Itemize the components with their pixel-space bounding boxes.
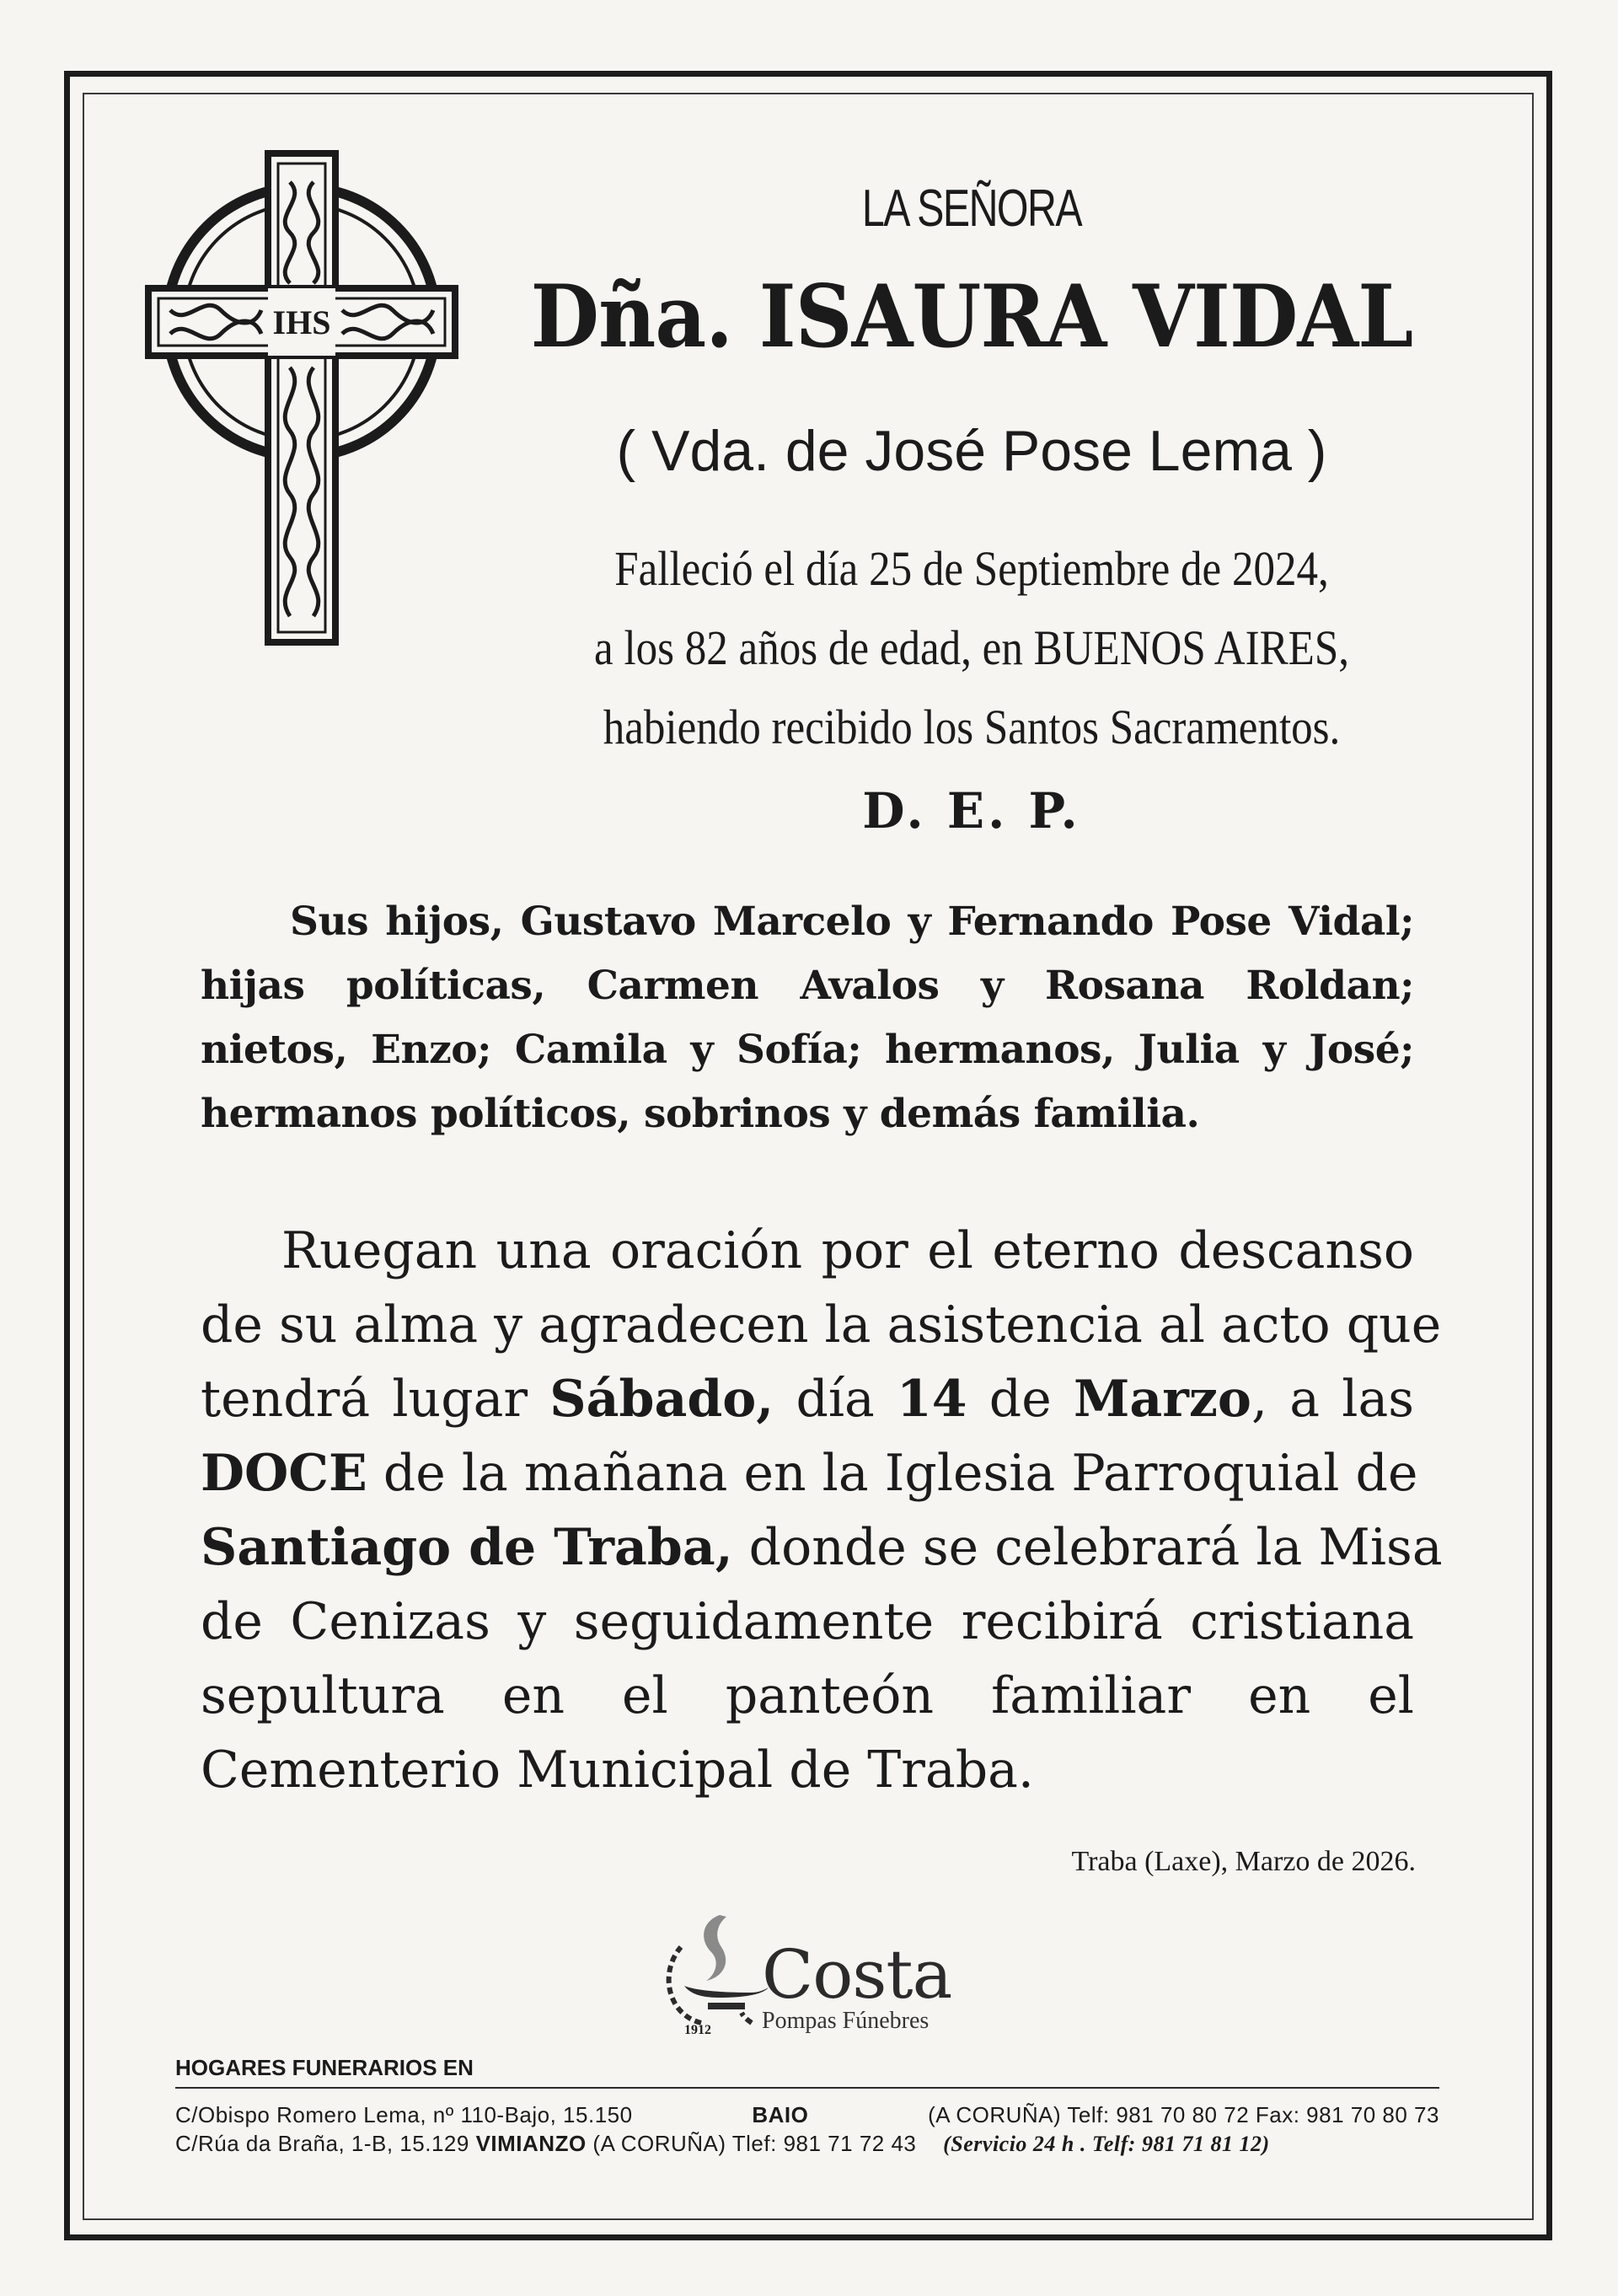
service-24h: (Servicio 24 h . Telf: 981 71 81 12) — [943, 2132, 1270, 2156]
family-line-3: nietos, Enzo; Camila y Sofía; hermanos, Julia y José; — [201, 1027, 1414, 1073]
cross-monogram: IHS — [272, 303, 331, 341]
address-baio — [175, 2102, 1439, 2128]
prayer-line-4 — [201, 1436, 1418, 1510]
address-contact: (A CORUÑA) Tlef: 981 71 72 43 — [592, 2131, 917, 2156]
address-contact: (A CORUÑA) Telf: 981 70 80 72 Fax: 981 70 80 73 — [928, 2102, 1439, 2127]
prayer-line-8: Cementerio Municipal de Traba. — [201, 1741, 1035, 1800]
prayer-text: de la mañana en la Iglesia Parroquial de — [367, 1444, 1418, 1503]
celtic-cross-icon — [145, 148, 458, 647]
family-line-4: hermanos políticos, sobrinos y demás familia. — [201, 1091, 1200, 1137]
prayer-text: , a las — [1251, 1370, 1415, 1429]
place-date: Traba (Laxe), Marzo de 2026. — [1071, 1846, 1416, 1877]
address-city: BAIO — [752, 2102, 809, 2127]
prayer-text: de — [967, 1370, 1074, 1429]
logo-subtitle: Pompas Fúnebres — [762, 2008, 930, 2034]
logo-wordmark: Costa — [762, 1935, 952, 2014]
prayer-line-3 — [201, 1362, 1414, 1436]
ceremony-time: DOCE — [201, 1444, 367, 1503]
address-text: C/Rúa da Braña, 1-B, 15.129 — [175, 2131, 469, 2156]
prayer-text: día — [774, 1370, 897, 1429]
deceased-name: Dña. ISAURA VIDAL — [530, 266, 1413, 367]
family-line-1: Sus hijos, Gustavo Marcelo y Fernando Pose Vidal; — [290, 899, 1414, 945]
footer-divider — [175, 2087, 1439, 2089]
ceremony-day: Sábado, — [549, 1370, 774, 1429]
ceremony-date: 14 — [897, 1370, 967, 1429]
address-vimianzo — [175, 2131, 1439, 2157]
prayer-line-7: sepultura en el panteón familiar en el — [201, 1666, 1414, 1725]
rest-in-peace: D. E. P. — [862, 782, 1081, 840]
death-line-2: a los 82 años de edad, en BUENOS AIRES, — [594, 620, 1349, 675]
ceremony-text — [201, 1214, 1443, 1807]
widow-of: ( Vda. de José Pose Lema ) — [616, 419, 1327, 483]
prayer-text: donde se celebrará la Misa — [732, 1518, 1443, 1577]
prayer-line-2: de su alma y agradecen la asistencia al acto que — [201, 1296, 1442, 1355]
prayer-line-5 — [201, 1510, 1443, 1585]
ceremony-month: Marzo — [1073, 1370, 1251, 1429]
address-text: C/Obispo Romero Lema, nº 110-Bajo, 15.150 — [175, 2102, 633, 2127]
title-label: LA SEÑORA — [861, 180, 1082, 238]
family-line-2: hijas políticas, Carmen Avalos y Rosana Roldan; — [201, 963, 1414, 1009]
ceremony-place: Santiago de Traba, — [201, 1518, 733, 1577]
death-line-3: habiendo recibido los Santos Sacramentos. — [603, 700, 1341, 754]
address-city: VIMIANZO — [475, 2131, 587, 2156]
death-info — [532, 529, 1412, 767]
prayer-line-1: Ruegan una oración por el eterno descanso — [281, 1221, 1414, 1280]
death-line-1: Falleció el día 25 de Septiembre de 2024, — [614, 541, 1329, 596]
prayer-text: tendrá lugar — [201, 1370, 550, 1429]
logo-year: 1912 — [684, 2023, 711, 2037]
prayer-line-6: de Cenizas y seguidamente recibirá cristiana — [201, 1592, 1414, 1651]
funeral-homes-title: HOGARES FUNERARIOS EN — [175, 2055, 474, 2080]
family-list — [201, 890, 1414, 1146]
